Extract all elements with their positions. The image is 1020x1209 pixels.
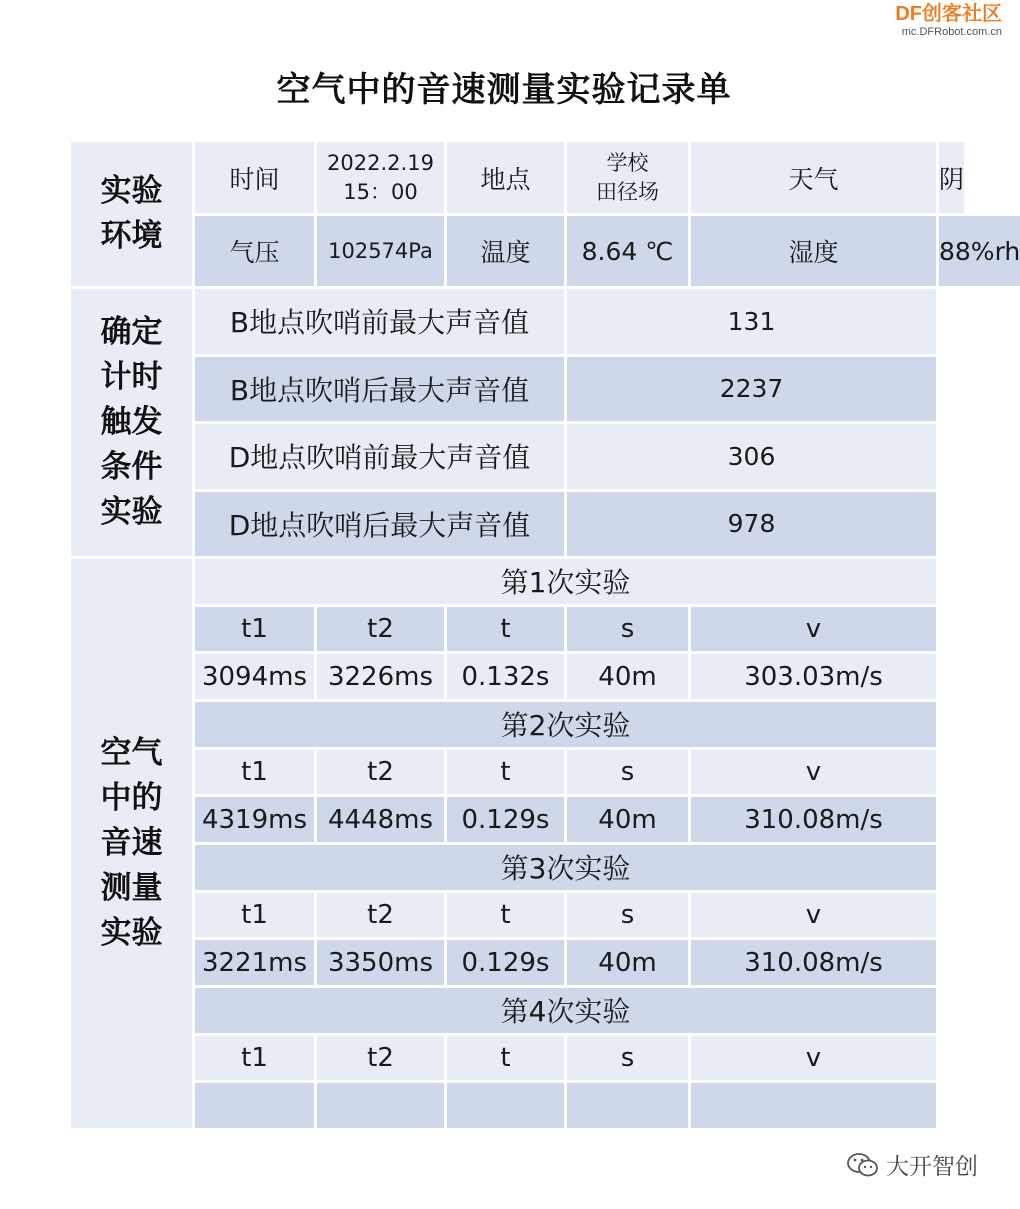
site-watermark [895, 2, 1002, 38]
trial-value [447, 1083, 564, 1128]
trial-value: 40m [567, 654, 688, 699]
trigger-label: D地点吹哨后最大声音值 [195, 492, 564, 557]
env-cell: 天气 [691, 142, 936, 213]
trigger-value: 2237 [567, 357, 936, 422]
column-header-t1: t1 [195, 1036, 314, 1081]
trial-value [195, 1083, 314, 1128]
section-heading-trigger: 确定 计时 触发 条件 实验 [71, 289, 192, 556]
account-name: 大开智创 [886, 1154, 978, 1180]
watermark-url: mc.DFRobot.com.cn [901, 26, 1002, 38]
column-header-t2: t2 [317, 607, 444, 652]
column-header-v: v [691, 607, 936, 652]
trial-value: 3350ms [317, 940, 444, 985]
column-header-s: s [567, 607, 688, 652]
env-cell: 8.64 ℃ [567, 216, 688, 286]
record-sheet [71, 142, 1020, 1131]
section-heading-environment: 实验 环境 [71, 142, 192, 286]
column-header-v: v [691, 1036, 936, 1081]
trigger-label: B地点吹哨前最大声音值 [195, 289, 564, 354]
trigger-label: D地点吹哨前最大声音值 [195, 424, 564, 489]
trial-value: 3221ms [195, 940, 314, 985]
column-header-t: t [447, 750, 564, 795]
column-header-v: v [691, 893, 936, 938]
trigger-value: 306 [567, 424, 936, 489]
column-header-t1: t1 [195, 607, 314, 652]
env-cell: 102574Pa [317, 216, 444, 286]
trial-value: 0.129s [447, 940, 564, 985]
column-header-s: s [567, 1036, 688, 1081]
trial-value: 4448ms [317, 797, 444, 842]
trial-title: 第3次实验 [195, 845, 936, 890]
footer-account [846, 1148, 978, 1181]
trial-value: 303.03m/s [691, 654, 936, 699]
column-header-t1: t1 [195, 893, 314, 938]
trial-title: 第2次实验 [195, 702, 936, 747]
column-header-t2: t2 [317, 750, 444, 795]
trial-value [691, 1083, 936, 1128]
trial-title: 第1次实验 [195, 559, 936, 604]
trial-value: 310.08m/s [691, 797, 936, 842]
env-cell: 学校 田径场 [567, 142, 688, 213]
env-cell: 时间 [195, 142, 314, 213]
env-cell: 湿度 [691, 216, 936, 286]
trigger-label: B地点吹哨后最大声音值 [195, 357, 564, 422]
column-header-s: s [567, 893, 688, 938]
column-header-s: s [567, 750, 688, 795]
page-title: 空气中的音速测量实验记录单 [276, 70, 732, 110]
env-cell: 88%rh [939, 216, 1020, 286]
trigger-value: 131 [567, 289, 936, 354]
env-cell: 气压 [195, 216, 314, 286]
trial-title: 第4次实验 [195, 988, 936, 1033]
trial-value: 4319ms [195, 797, 314, 842]
trigger-value: 978 [567, 492, 936, 557]
column-header-t2: t2 [317, 1036, 444, 1081]
trial-value: 3226ms [317, 654, 444, 699]
trial-value: 0.132s [447, 654, 564, 699]
env-cell: 阴 [939, 142, 964, 213]
column-header-t1: t1 [195, 750, 314, 795]
trial-value [567, 1083, 688, 1128]
env-cell: 2022.2.19 15：00 [317, 142, 444, 213]
trial-value: 0.129s [447, 797, 564, 842]
column-header-t: t [447, 607, 564, 652]
trial-value: 40m [567, 940, 688, 985]
wechat-icon [846, 1152, 880, 1178]
trial-value: 40m [567, 797, 688, 842]
section-heading-speed: 空气 中的 音速 测量 实验 [71, 559, 192, 1128]
trial-value: 310.08m/s [691, 940, 936, 985]
column-header-t: t [447, 1036, 564, 1081]
dfrobot-logo: DF创客社区 [895, 3, 1002, 25]
trial-value: 3094ms [195, 654, 314, 699]
column-header-t: t [447, 893, 564, 938]
env-cell: 地点 [447, 142, 564, 213]
column-header-t2: t2 [317, 893, 444, 938]
column-header-v: v [691, 750, 936, 795]
trial-value [317, 1083, 444, 1128]
env-cell: 温度 [447, 216, 564, 286]
